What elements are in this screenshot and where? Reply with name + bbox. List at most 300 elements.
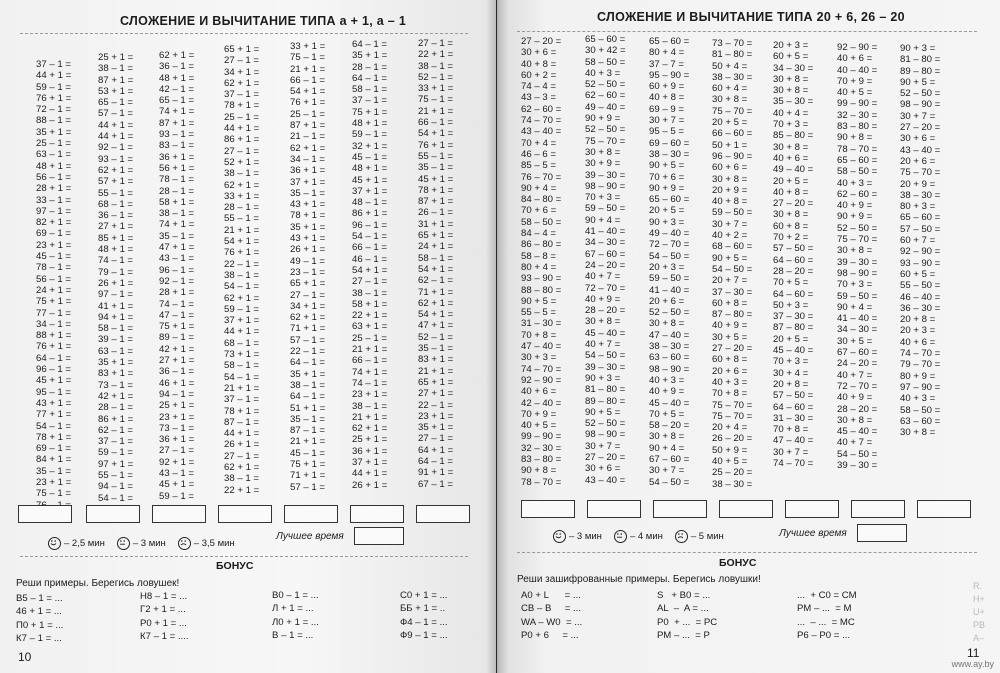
- exercise-item: 59 – 50 =: [837, 290, 878, 302]
- exercise-item: 79 – 1 =: [98, 266, 133, 278]
- exercise-item: 93 – 1 =: [159, 129, 194, 141]
- exercise-item: 90 + 4 =: [521, 182, 557, 194]
- exercise-item: 46 – 6 =: [521, 148, 556, 160]
- happy-face-icon: [48, 537, 61, 550]
- exercise-item: 30 + 5 =: [712, 331, 748, 343]
- exercise-item: 59 – 1 =: [159, 490, 194, 502]
- exercise-item: 90 + 5 =: [712, 252, 748, 264]
- exercise-item: 70 + 3 =: [773, 119, 809, 131]
- exercise-item: 65 + 1 =: [418, 376, 454, 388]
- exercise-item: 79 – 70 =: [900, 359, 941, 371]
- exercise-item: 62 + 1 =: [352, 423, 388, 435]
- bonus-column: [400, 589, 448, 643]
- exercise-item: 25 + 1 =: [159, 400, 195, 412]
- exercise-item: 26 + 1 =: [352, 479, 388, 491]
- answer-box[interactable]: [521, 500, 575, 518]
- best-time-label: Лучшее время: [276, 530, 344, 542]
- exercise-item: 34 – 30 =: [773, 62, 814, 74]
- exercise-item: 57 – 1 =: [290, 334, 325, 346]
- exercise-item: 54 + 1 =: [418, 263, 454, 275]
- exercise-item: 60 + 8 =: [712, 297, 748, 309]
- exercise-item: 83 + 1 =: [98, 368, 134, 380]
- exercise-item: 40 + 3 =: [649, 374, 685, 386]
- exercise-item: 58 – 1 =: [98, 323, 133, 335]
- exercise-item: 87 + 1 =: [98, 74, 134, 86]
- exercise-item: 35 + 1 =: [290, 368, 326, 380]
- exercise-item: 69 – 1 =: [36, 228, 71, 240]
- exercise-item: 20 + 6 =: [900, 155, 936, 167]
- exercise-item: 35 + 1 =: [352, 50, 388, 62]
- bonus-item: 46 + 1 = ...: [16, 606, 62, 618]
- exercise-item: 38 – 1 =: [290, 379, 325, 391]
- exercise-item: 20 + 8 =: [773, 378, 809, 390]
- exercise-item: 41 – 40 =: [649, 284, 690, 296]
- exercise-column: [224, 44, 259, 496]
- exercise-item: 27 – 20 =: [712, 343, 753, 355]
- exercise-item: 95 – 90 =: [649, 69, 690, 81]
- exercise-item: 73 + 1 =: [224, 349, 260, 361]
- exercise-item: 20 + 5 =: [773, 175, 809, 187]
- exercise-item: 36 + 1 =: [159, 151, 195, 163]
- answer-box[interactable]: [851, 500, 905, 518]
- exercise-item: 78 + 1 =: [418, 184, 454, 196]
- exercise-item: 27 – 1 =: [352, 276, 387, 288]
- exercise-item: 44 + 1 =: [224, 428, 260, 440]
- exercise-item: 22 – 1 =: [224, 258, 259, 270]
- exercise-item: 26 – 20 =: [712, 433, 753, 445]
- exercise-item: 40 + 6 =: [521, 386, 557, 398]
- exercise-item: 96 – 1 =: [159, 264, 194, 276]
- exercise-item: 58 – 50 =: [521, 216, 562, 228]
- exercise-item: 21 + 1 =: [352, 411, 388, 423]
- exercise-item: 50 + 3 =: [773, 299, 809, 311]
- exercise-item: 85 – 5 =: [521, 160, 556, 172]
- answer-box[interactable]: [785, 500, 839, 518]
- exercise-item: 90 + 9 =: [837, 211, 873, 223]
- bonus-item: К7 – 1 = ...: [16, 633, 62, 645]
- exercise-item: 97 – 90 =: [900, 381, 941, 393]
- exercise-item: 66 – 1 =: [352, 242, 387, 254]
- exercise-item: 75 + 1 =: [36, 296, 72, 308]
- exercise-item: 80 + 4 =: [521, 261, 557, 273]
- exercise-item: 25 – 1 =: [36, 138, 71, 150]
- exercise-item: 80 + 9 =: [900, 370, 936, 382]
- exercise-item: 42 – 1 =: [159, 83, 194, 95]
- exercise-item: 20 + 6 =: [649, 295, 685, 307]
- answer-box[interactable]: [719, 500, 773, 518]
- exercise-item: 70 + 5 =: [649, 408, 685, 420]
- answer-box[interactable]: [416, 505, 470, 523]
- exercise-item: 70 + 8 =: [773, 424, 809, 436]
- show-through-text: R. Н+ U+ РВ А–: [973, 581, 986, 643]
- exercise-item: 43 – 40 =: [585, 474, 626, 486]
- exercise-item: 20 + 3 =: [773, 40, 809, 51]
- exercise-item: 30 + 7 =: [649, 465, 685, 477]
- exercise-item: 30 + 8 =: [712, 173, 748, 185]
- best-time: [779, 524, 907, 542]
- exercise-item: 24 + 1 =: [418, 241, 454, 253]
- exercise-item: 74 – 70 =: [900, 348, 941, 360]
- exercise-item: 63 + 1 =: [352, 321, 388, 333]
- exercise-item: 26 + 1 =: [224, 439, 260, 451]
- exercise-item: 62 + 1 =: [290, 142, 326, 154]
- exercise-item: 75 – 70 =: [712, 410, 753, 422]
- exercise-item: 58 + 1 =: [159, 196, 195, 208]
- answer-box[interactable]: [350, 505, 404, 523]
- exercise-item: 40 + 9 =: [585, 293, 621, 305]
- time-boxes: [18, 505, 470, 523]
- exercise-item: 21 + 1 =: [290, 436, 326, 448]
- exercise-item: 66 – 1 =: [352, 355, 387, 367]
- exercise-item: 92 – 90 =: [521, 374, 562, 386]
- exercise-item: 45 + 1 =: [352, 174, 388, 186]
- exercise-item: 92 – 1 =: [98, 142, 133, 154]
- exercise-item: 81 – 80 =: [900, 54, 941, 66]
- exercise-item: 48 – 1 =: [352, 197, 387, 209]
- exercise-item: 62 + 1 =: [224, 179, 260, 191]
- exercise-item: 63 – 60 =: [649, 352, 690, 364]
- exercise-item: 85 + 1 =: [98, 232, 134, 244]
- exercise-item: 42 – 40 =: [521, 397, 562, 409]
- exercise-item: 58 – 50 =: [837, 166, 878, 178]
- answer-box[interactable]: [18, 505, 72, 523]
- exercise-item: 40 + 9 =: [837, 200, 873, 212]
- bonus-column: [521, 589, 582, 643]
- bonus-task: Реши зашифрованные примеры. Берегись ловушки!: [517, 574, 761, 585]
- exercise-column: [290, 41, 325, 493]
- exercise-item: 30 + 7 =: [585, 440, 621, 452]
- exercise-item: 59 – 1 =: [352, 129, 387, 141]
- exercise-item: 37 – 30 =: [773, 311, 814, 323]
- exercise-item: 81 – 80 =: [585, 384, 626, 396]
- exercise-item: 38 – 1 =: [224, 473, 259, 485]
- exercise-item: 57 + 1 =: [98, 176, 134, 188]
- exercise-item: 45 + 1 =: [159, 479, 195, 491]
- exercise-item: 22 + 1 =: [418, 49, 454, 61]
- legend-label: – 4 мин: [629, 531, 663, 542]
- exercise-item: 54 – 50 =: [712, 263, 753, 275]
- exercise-item: 22 + 1 =: [352, 310, 388, 322]
- exercise-item: 57 – 50 =: [900, 223, 941, 235]
- exercise-item: 76 + 1 =: [36, 341, 72, 353]
- exercise-item: 38 – 1 =: [352, 287, 387, 299]
- exercise-item: 44 + 1 =: [98, 119, 134, 131]
- exercise-item: 38 – 1 =: [224, 269, 259, 281]
- exercise-item: 44 + 1 =: [224, 326, 260, 338]
- exercise-item: 21 + 1 =: [290, 63, 326, 75]
- bonus-item: Г2 + 1 = ...: [140, 604, 186, 616]
- exercise-item: 30 + 7 =: [900, 110, 936, 122]
- exercise-item: 47 – 40 =: [773, 435, 814, 447]
- exercise-item: 69 – 9 =: [649, 103, 684, 115]
- exercise-item: 30 + 7 =: [712, 218, 748, 230]
- exercise-item: 74 – 1 =: [352, 377, 387, 389]
- bonus-item: А0 + L = ...: [521, 590, 581, 601]
- exercise-item: 74 – 70 =: [773, 457, 814, 469]
- exercise-item: 20 + 4 =: [712, 422, 748, 434]
- exercise-item: 30 + 8 =: [649, 431, 685, 443]
- exercise-item: 38 – 1 =: [159, 208, 194, 220]
- exercise-item: 60 + 8 =: [773, 220, 809, 232]
- exercise-item: 43 + 1 =: [36, 397, 72, 409]
- exercise-item: 26 – 1 =: [418, 207, 453, 219]
- exercise-item: 73 – 70 =: [712, 38, 753, 49]
- exercise-item: 58 – 1 =: [224, 360, 259, 372]
- exercise-item: 21 + 1 =: [224, 224, 260, 236]
- exercise-item: 74 – 4 =: [521, 81, 556, 93]
- exercise-item: 30 + 8 =: [773, 73, 809, 85]
- exercise-item: 92 – 90 =: [837, 42, 878, 53]
- exercise-item: 35 + 1 =: [290, 221, 326, 233]
- exercise-item: 30 + 8 =: [900, 427, 936, 439]
- exercise-item: 35 – 1 =: [159, 230, 194, 242]
- exercise-item: 78 + 1 =: [290, 210, 326, 222]
- exercise-item: 40 + 9 =: [649, 386, 685, 398]
- page-title: СЛОЖЕНИЕ И ВЫЧИТАНИЕ ТИПА а + 1, а – 1: [120, 14, 407, 28]
- exercise-item: 55 – 1 =: [224, 213, 259, 225]
- exercise-item: 36 – 1 =: [159, 61, 194, 73]
- exercise-item: 46 – 1 =: [352, 253, 387, 265]
- best-time-box[interactable]: [354, 527, 404, 545]
- exercise-item: 48 + 1 =: [352, 163, 388, 175]
- exercise-item: 83 + 1 =: [418, 354, 454, 366]
- exercise-item: 36 – 1 =: [98, 210, 133, 222]
- exercise-item: 43 – 40 =: [521, 126, 562, 138]
- exercise-item: 95 – 1 =: [36, 386, 71, 398]
- exercise-item: 27 – 1 =: [159, 445, 194, 457]
- exercise-item: 45 + 1 =: [418, 173, 454, 185]
- exercise-item: 23 + 1 =: [36, 239, 72, 251]
- exercise-item: 28 – 1 =: [224, 202, 259, 214]
- exercise-item: 27 – 1 =: [224, 55, 259, 67]
- exercise-item: 98 – 90 =: [900, 99, 941, 111]
- exercise-item: 70 + 9 =: [837, 75, 873, 87]
- exercise-item: 35 – 1 =: [418, 343, 453, 355]
- exercise-item: 90 + 5 =: [585, 406, 621, 418]
- exercise-item: 34 + 1 =: [290, 300, 326, 312]
- exercise-item: 92 – 1 =: [159, 275, 194, 287]
- exercise-item: 41 – 40 =: [837, 313, 878, 325]
- exercise-column: [837, 42, 877, 471]
- exercise-column: [36, 59, 71, 511]
- exercise-item: 47 + 1 =: [159, 242, 195, 254]
- exercise-item: 90 + 4 =: [837, 301, 873, 313]
- exercise-item: 70 + 8 =: [712, 388, 748, 400]
- exercise-item: 37 + 1 =: [290, 176, 326, 188]
- best-time-box[interactable]: [857, 524, 907, 542]
- exercise-item: 87 + 1 =: [159, 117, 195, 129]
- exercise-item: 64 – 1 =: [290, 357, 325, 369]
- exercise-item: 40 + 7 =: [585, 339, 621, 351]
- exercise-item: 57 – 1 =: [290, 481, 325, 493]
- happy-face-icon: [553, 530, 566, 543]
- exercise-item: 46 – 40 =: [900, 291, 941, 303]
- exercise-item: 30 + 9 =: [585, 158, 621, 170]
- exercise-item: 34 – 1 =: [290, 153, 325, 165]
- exercise-item: 49 – 1 =: [290, 255, 325, 267]
- exercise-item: 39 – 1 =: [98, 334, 133, 346]
- exercise-item: 37 + 1 =: [352, 185, 388, 197]
- bonus-column: [140, 590, 189, 644]
- exercise-item: 45 – 40 =: [837, 426, 878, 438]
- exercise-item: 60 + 9 =: [649, 81, 685, 93]
- exercise-item: 37 – 1 =: [352, 95, 387, 107]
- best-time: [276, 527, 404, 545]
- exercise-item: 71 + 1 =: [290, 323, 326, 335]
- exercise-item: 36 – 1 =: [159, 366, 194, 378]
- exercise-item: 83 – 80 =: [837, 121, 878, 133]
- bonus-column: [272, 589, 319, 643]
- exercise-item: 37 – 30 =: [712, 286, 753, 298]
- exercise-item: 30 + 8 =: [773, 141, 809, 153]
- exercise-item: 45 – 40 =: [585, 327, 626, 339]
- exercise-item: 25 – 20 =: [712, 467, 753, 479]
- exercise-item: 67 – 60 =: [649, 453, 690, 465]
- answer-box[interactable]: [284, 505, 338, 523]
- bonus-item: ... – ... = МС: [797, 616, 855, 628]
- exercise-item: 50 + 1 =: [712, 139, 748, 151]
- exercise-item: 70 + 3 =: [837, 279, 873, 291]
- exercise-item: 36 – 30 =: [900, 302, 941, 314]
- exercise-item: 52 + 1 =: [224, 156, 260, 168]
- exercise-item: 65 – 1 =: [98, 97, 133, 109]
- exercise-item: 30 + 8 =: [773, 85, 809, 97]
- exercise-item: 62 + 1 =: [224, 77, 260, 89]
- exercise-item: 22 + 1 =: [224, 484, 260, 496]
- exercise-item: 32 + 1 =: [352, 140, 388, 152]
- exercise-item: 40 + 5 =: [837, 87, 873, 99]
- exercise-item: 30 + 7 =: [773, 446, 809, 458]
- exercise-item: 66 – 60 =: [712, 128, 753, 140]
- exercise-item: 30 + 5 =: [837, 335, 873, 347]
- bonus-task: Реши примеры. Берегись ловушек!: [16, 578, 180, 589]
- exercise-item: 99 – 90 =: [521, 431, 562, 443]
- exercise-item: 87 – 80 =: [712, 309, 753, 321]
- exercise-item: 45 – 1 =: [36, 251, 71, 263]
- exercise-item: 39 – 30 =: [585, 361, 626, 373]
- answer-box[interactable]: [587, 500, 641, 518]
- legend-label: – 3 мин: [132, 538, 166, 549]
- exercise-item: 78 – 70 =: [837, 143, 878, 155]
- exercise-column: [418, 38, 453, 490]
- bonus-column: [657, 589, 717, 643]
- bonus-item: СВ – В = ...: [521, 603, 581, 615]
- exercise-item: 30 + 6 =: [585, 463, 621, 475]
- exercise-item: 62 + 1 =: [159, 50, 195, 61]
- exercise-item: 28 – 1 =: [98, 402, 133, 414]
- exercise-item: 66 – 1 =: [290, 74, 325, 86]
- exercise-item: 76 + 1 =: [290, 97, 326, 109]
- exercise-item: 52 – 50 =: [649, 307, 690, 319]
- exercise-item: 98 – 90 =: [585, 180, 626, 192]
- exercise-item: 75 + 1 =: [290, 458, 326, 470]
- exercise-item: 59 – 50 =: [649, 273, 690, 285]
- exercise-item: 38 – 30 =: [900, 189, 941, 201]
- bonus-item: Ф4 – 1 = ...: [400, 616, 448, 628]
- exercise-item: 30 + 6 =: [521, 47, 557, 59]
- exercise-item: 56 – 1 =: [36, 171, 71, 183]
- right-page: [497, 0, 1000, 673]
- exercise-item: 60 + 8 =: [712, 354, 748, 366]
- exercise-item: 90 + 3 =: [649, 216, 685, 228]
- exercise-item: 35 + 1 =: [98, 357, 134, 369]
- exercise-item: 37 – 7 =: [649, 58, 684, 70]
- exercise-item: 92 – 90 =: [900, 246, 941, 258]
- exercise-item: 57 – 50 =: [773, 243, 814, 255]
- exercise-item: 35 + 1 =: [418, 422, 454, 434]
- exercise-item: 87 – 1 =: [224, 416, 259, 428]
- exercise-item: 30 + 7 =: [649, 115, 685, 127]
- exercise-item: 97 – 1 =: [36, 205, 71, 217]
- exercise-item: 54 – 1 =: [98, 492, 133, 504]
- exercise-item: 72 – 70 =: [649, 239, 690, 251]
- exercise-item: 78 – 70 =: [521, 476, 562, 488]
- exercise-item: 50 + 9 =: [712, 444, 748, 456]
- exercise-item: 84 – 4 =: [521, 228, 556, 240]
- exercise-item: 43 – 1 =: [159, 253, 194, 265]
- exercise-item: 39 – 30 =: [837, 459, 878, 471]
- exercise-item: 70 + 6 =: [649, 171, 685, 183]
- answer-box[interactable]: [218, 505, 272, 523]
- exercise-item: 64 – 1 =: [352, 39, 387, 50]
- exercise-item: 64 – 60 =: [773, 288, 814, 300]
- exercise-item: 38 – 30 =: [712, 71, 753, 83]
- exercise-item: 23 + 1 =: [36, 476, 72, 488]
- exercise-item: 37 – 1 =: [98, 436, 133, 448]
- exercise-item: 77 + 1 =: [36, 409, 72, 421]
- exercise-item: 78 – 1 =: [36, 262, 71, 274]
- answer-box[interactable]: [86, 505, 140, 523]
- exercise-item: 68 – 60 =: [712, 241, 753, 253]
- exercise-item: 98 – 90 =: [649, 363, 690, 375]
- exercise-item: 85 – 80 =: [773, 130, 814, 142]
- exercise-item: 43 + 1 =: [290, 199, 326, 211]
- exercise-item: 48 + 1 =: [98, 244, 134, 256]
- exercise-item: 40 + 6 =: [837, 53, 873, 65]
- exercise-item: 28 + 1 =: [159, 287, 195, 299]
- exercise-column: [712, 38, 752, 490]
- exercise-item: 27 + 1 =: [98, 221, 134, 233]
- exercise-item: 40 + 6 =: [773, 152, 809, 164]
- exercise-item: 32 – 30 =: [521, 442, 562, 454]
- answer-box[interactable]: [653, 500, 707, 518]
- answer-box[interactable]: [917, 500, 971, 518]
- exercise-item: 76 + 1 =: [36, 92, 72, 104]
- exercise-item: 63 – 1 =: [98, 345, 133, 357]
- exercise-item: 30 + 8 =: [585, 316, 621, 328]
- exercise-item: 63 – 1 =: [36, 149, 71, 161]
- exercise-item: 82 + 1 =: [36, 217, 72, 229]
- exercise-item: 50 + 4 =: [712, 60, 748, 72]
- exercise-item: 80 + 4 =: [649, 47, 685, 59]
- exercise-item: 68 – 1 =: [98, 198, 133, 210]
- exercise-item: 20 + 6 =: [712, 365, 748, 377]
- exercise-item: 40 + 3 =: [585, 67, 621, 79]
- exercise-item: 44 + 1 =: [36, 70, 72, 82]
- exercise-item: 54 + 1 =: [418, 128, 454, 140]
- exercise-item: 86 + 1 =: [352, 208, 388, 220]
- exercise-item: 74 + 1 =: [159, 106, 195, 118]
- exercise-item: 40 – 40 =: [837, 64, 878, 76]
- exercise-item: 31 – 30 =: [521, 318, 562, 330]
- answer-box[interactable]: [152, 505, 206, 523]
- exercise-item: 52 – 1 =: [418, 331, 453, 343]
- exercise-item: 40 + 3 =: [712, 376, 748, 388]
- exercise-item: 24 – 20 =: [837, 358, 878, 370]
- exercise-item: 48 + 1 =: [352, 118, 388, 130]
- exercise-item: 35 – 1 =: [290, 187, 325, 199]
- exercise-item: 40 + 8 =: [649, 92, 685, 104]
